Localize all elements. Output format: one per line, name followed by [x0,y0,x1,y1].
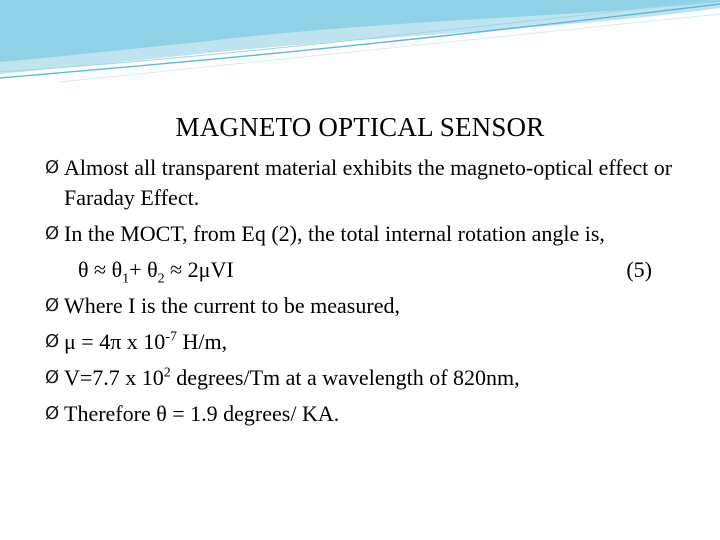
bullet-text: In the MOCT, from Eq (2), the total internal rotation angle is, [64,221,605,246]
arrow-bullet-icon: Ø [45,295,60,316]
bullet-text: V=7.7 x $10^2$ degrees/Tm at a wavelength of 820nm, [64,365,520,390]
bullet-item-current [45,291,714,321]
arrow-bullet-icon: Ø [45,331,60,352]
bullet-item-permeability [45,327,714,357]
equation-5 [64,255,714,285]
bullet-text: μ = 4π x $10^{-7}$ H/m, [64,329,228,354]
bullet-item-magneto-optical [45,153,714,213]
bullet-text: Where I is the current to be measured, [64,293,400,318]
bullet-item-moct-rotation [45,219,714,249]
bullet-list [45,153,714,435]
bullet-text: Almost all transparent material exhibits the magneto-optical effect or Faraday Effect. [64,155,673,210]
bullet-item-result [45,399,714,429]
arrow-bullet-icon: Ø [45,157,60,178]
equation-expression: $\theta \approx \theta_1+ \theta_2 \approx 2\mu VI$ [78,257,234,287]
arrow-bullet-icon: Ø [45,367,60,388]
arrow-bullet-icon: Ø [45,403,60,424]
equation-number: (5) [626,257,652,282]
bullet-item-verdet-constant [45,363,714,393]
slide-title: MAGNETO OPTICAL SENSOR [175,112,545,142]
header-wave-decoration [0,0,720,100]
bullet-text: Therefore θ = 1.9 degrees/ KA. [64,401,340,426]
arrow-bullet-icon: Ø [45,223,60,244]
